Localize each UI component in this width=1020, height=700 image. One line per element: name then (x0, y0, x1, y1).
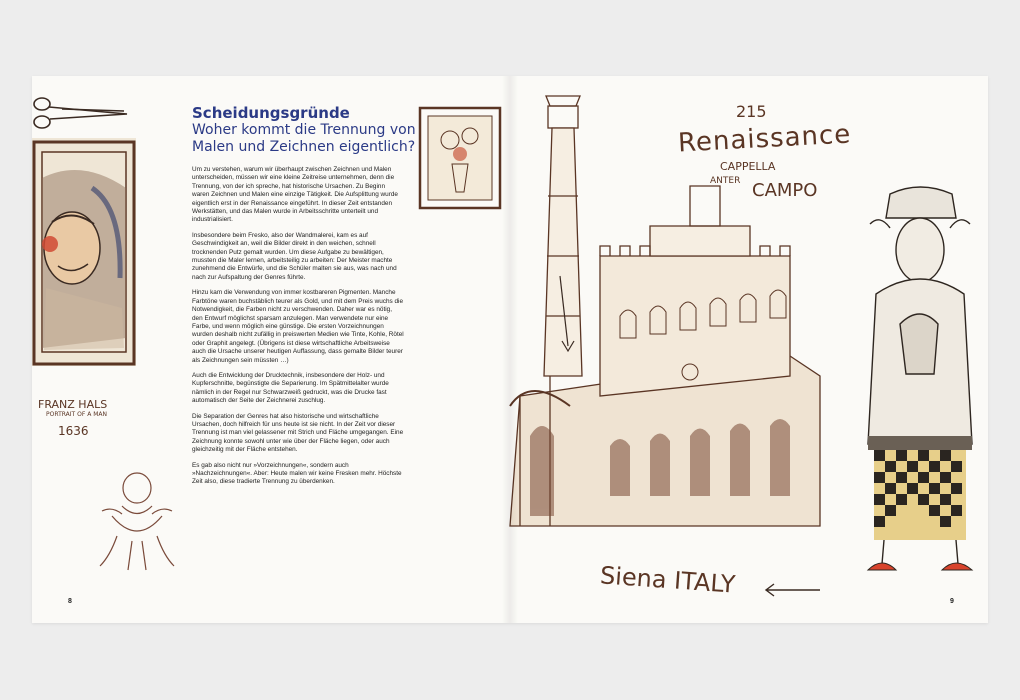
paragraph: Die Separation der Genres hat also historische und wirtschaftliche Ursachen, doch hilfreich für uns heute ist sie nicht. In der Zeit vor dieser Trennung ist man viel gelassener mit Strich und Fläche umgegangen. Eine Zeichnung konnte sowohl unter wie über der Fläche liegen, oder auch gleichzeitig mit der Fläche entstehen. (192, 412, 404, 454)
caption-title: PORTRAIT OF A MAN (46, 411, 107, 418)
character-sketch (860, 184, 978, 584)
paragraph: Um zu verstehen, warum wir überhaupt zwischen Zeichnen und Malen unterscheiden, müssen wir eine kleine Zeitreise unternehmen, denn die Trennung, von der ich spreche, hat historische Ursachen. Zu Beginn waren Zeichnen und Malen eine einzige Tätigkeit. Die Aufsplittung wurde eigentlich erst in der Renaissance eingeführt. In dieser Zeit entstanden Werkstätten, und das Malen wurde in Arbeitsschritte unterteilt und industrialisiert. (192, 166, 398, 224)
book-spread (32, 76, 988, 623)
right-page (510, 76, 988, 623)
scissors-sketch (32, 94, 132, 134)
page-subtitle-line-2: Malen und Zeichnen eigentlich? (192, 139, 416, 155)
page-number-right: 9 (950, 598, 954, 605)
sketch-subtitle-2: ANTER (710, 176, 741, 186)
paragraph: Es gab also nicht nur »Vorzeichnungen«, sondern auch »Nachzeichnungen«. Aber: Heute malen wir keine Fresken mehr. Höchste Zeit also, diese tradierte Trennung zu überdenken. (192, 461, 402, 486)
figure-sketch (92, 466, 182, 576)
sketch-title: Renaissance (677, 119, 852, 159)
portrait-sketch (32, 138, 142, 370)
portrait-caption (38, 398, 148, 438)
paragraph: Insbesondere beim Fresko, also der Wandmalerei, kam es auf Geschwindigkeit an, weil die Bilder direkt in den weichen, schnell trocknenden Putz gemalt wurden. Um diese Aufgabe zu bewältigen, mussten die Maler lernen, arbeitsteilig zu arbeiten: Der Meister machte zunehmend die Entwürfe, und die Schüler malten sie aus, was nach und nach zur Aufspaltung der Genres führte. (192, 231, 397, 281)
sketch-location: Siena ITALY (599, 561, 737, 599)
body-text (192, 166, 404, 494)
paragraph: Hinzu kam die Verwendung von immer kostbareren Pigmenten. Manche Farbtöne waren buchstäblich teurer als Gold, und mit dem Preis wuchs die Notwendigkeit, die Farben nicht zu verschwenden. Daher war es nötig, den Entwurf möglichst sparsam anzulegen. Man verwendete nur eine Farbe, und wenn möglich eine günstige. Die ersten Vorzeichnungen wurden deshalb nicht zufällig in preiswerten Medien wie Tinte, Kohle, Rötel oder Graphit angelegt. (Übrigens ist diese wirtschaftliche Arbeitsweise auch die Ursache unserer heutigen Auffassung, dass gemalte Bilder teurer als Zeichnungen sein müssten …) (192, 289, 404, 364)
gutter-shadow (502, 76, 518, 623)
page-number-left: 8 (68, 598, 72, 605)
arrow-left-icon (762, 582, 822, 598)
paragraph: Auch die Entwicklung der Drucktechnik, insbesondere der Holz- und Kupferschnitte, begünstigte die Separierung. Im Spätmittelalter wurde nämlich in der Regel nur Schwarzweiß gedruckt, was die Drucke fast automatisch der Seite der Zeichnerei zuschlug. (192, 371, 389, 405)
caption-artist: FRANZ HALS (38, 398, 108, 411)
caption-year: 1636 (58, 424, 89, 438)
sketch-subtitle-3: CAMPO (752, 180, 818, 201)
sketch-subtitle-1: CAPPELLA (720, 160, 776, 173)
sketch-number: 215 (736, 102, 767, 121)
page-subtitle-line-1: Woher kommt die Trennung von (192, 122, 416, 138)
page-title: Scheidungsgründe (192, 104, 350, 122)
